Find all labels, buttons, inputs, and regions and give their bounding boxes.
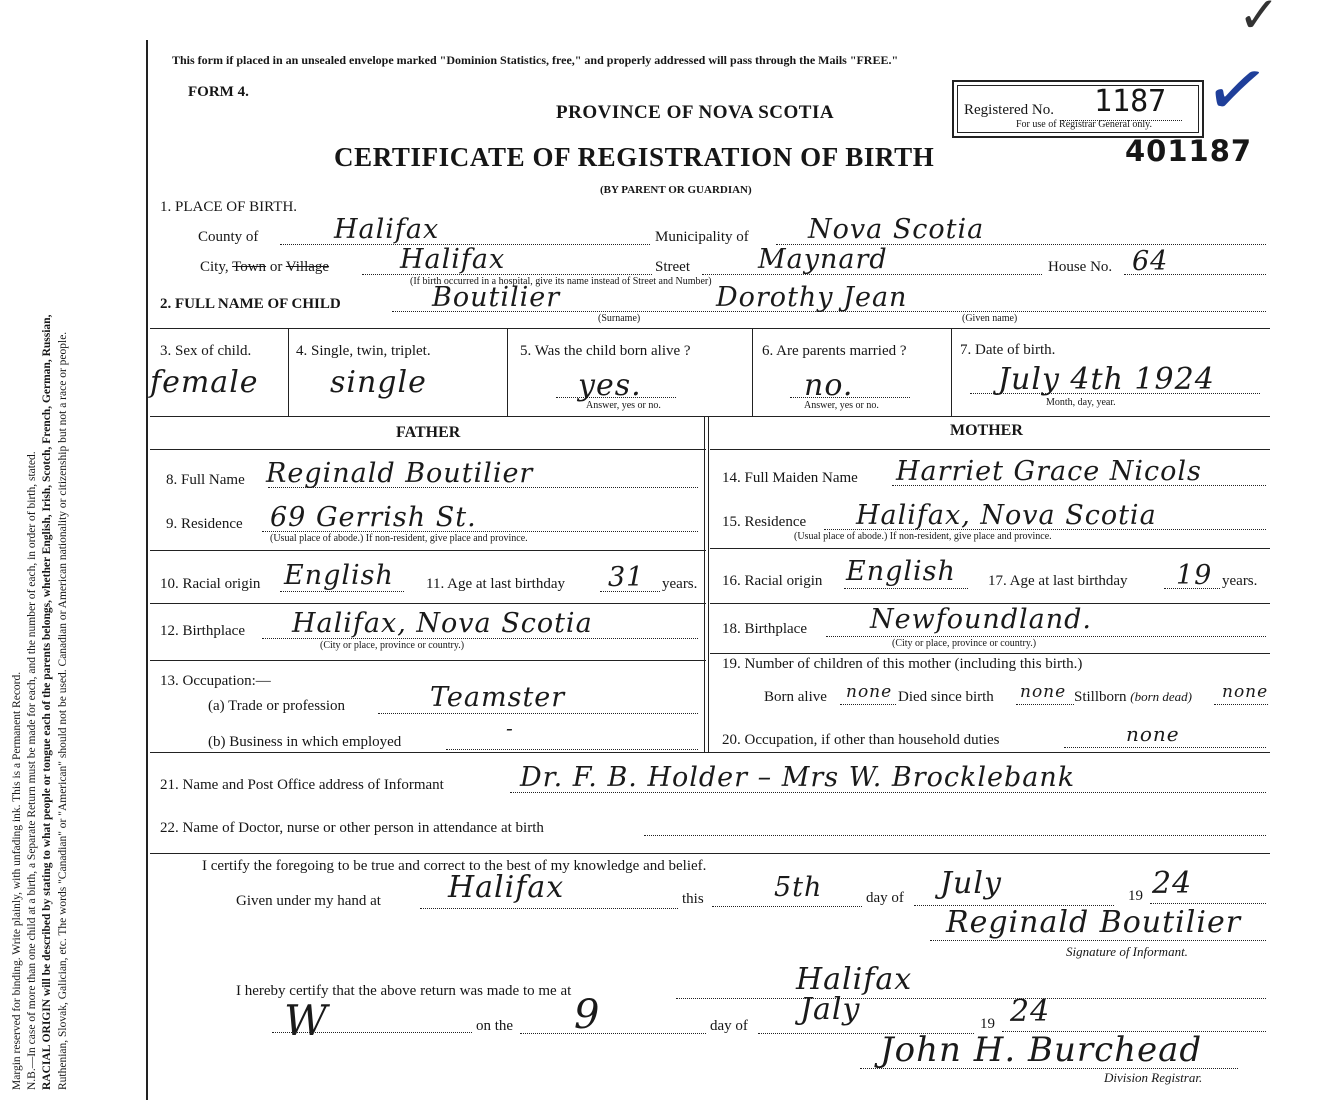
mother-birthplace-note: (City or place, province or country.) — [892, 638, 1037, 649]
day-of-label-2: day of — [710, 1018, 748, 1034]
sex-label: 3. Sex of child. — [160, 343, 252, 359]
given-under-label: Given under my hand at — [236, 893, 381, 909]
this-label: this — [682, 891, 704, 907]
given-at-value: Halifax — [448, 870, 565, 905]
father-occupation-label: 13. Occupation:— — [160, 673, 271, 689]
died-since-birth-label: Died since birth — [898, 689, 994, 705]
children-count-label: 19. Number of children of this mother (including this birth.) — [722, 656, 1083, 672]
doctor-label: 22. Name of Doctor, nurse or other person in attendance at birth — [160, 820, 544, 836]
street-label: Street — [655, 259, 690, 275]
father-birthplace-value: Halifax, Nova Scotia — [292, 608, 593, 639]
returned-at-value: Halifax — [796, 962, 913, 997]
child-name-label: 2. FULL NAME OF CHILD — [160, 296, 341, 312]
mother-residence-value: Halifax, Nova Scotia — [856, 500, 1157, 531]
born-alive-count-label: Born alive — [764, 689, 827, 705]
mother-abode-note: (Usual place of abode.) If non-resident, give place and province. — [794, 531, 1052, 542]
registered-box — [952, 80, 1204, 138]
parents-married-value: no. — [804, 368, 854, 403]
sex-value: female — [150, 365, 259, 400]
father-years-label: years. — [662, 576, 698, 592]
answer-caption: Answer, yes or no. — [804, 400, 879, 411]
mother-racial-value: English — [846, 556, 956, 587]
house-no-label: House No. — [1048, 259, 1113, 275]
stillborn-count-value: none — [1222, 682, 1269, 702]
mother-birthplace-value: Newfoundland. — [870, 604, 1093, 635]
mother-residence-label: 15. Residence — [722, 514, 807, 530]
mother-age-value: 19 — [1176, 560, 1213, 591]
child-surname-value: Boutilier — [432, 282, 561, 313]
place-of-birth-label: 1. PLACE OF BIRTH. — [160, 199, 298, 215]
father-trade-label: (a) Trade or profession — [208, 698, 346, 714]
registered-number: 1187 — [1094, 84, 1167, 119]
county-label: County of — [198, 229, 259, 245]
father-age-value: 31 — [608, 562, 645, 593]
answer-caption: Answer, yes or no. — [586, 400, 661, 411]
returned-year-value: 24 — [1010, 994, 1051, 1029]
margin-note: N.B.—In case of more than one child at a birth, a Separate Return must be made for each, and the number of each, in order of birth, stated. — [26, 451, 39, 1090]
parents-married-label: 6. Are parents married ? — [762, 343, 907, 359]
returned-day-prefix: W — [284, 996, 329, 1045]
municipality-value: Nova Scotia — [808, 214, 985, 245]
stillborn-label: Stillborn (born dead) — [1074, 689, 1193, 705]
mother-age-label: 17. Age at last birthday — [988, 573, 1128, 589]
mail-notice: This form if placed in an unsealed envelope marked "Dominion Statistics, free," and properly addressed will pass through the Mails "FREE." — [172, 53, 899, 67]
city-value: Halifax — [400, 244, 506, 275]
father-residence-value: 69 Gerrish St. — [270, 502, 477, 533]
margin-notes — [10, 30, 71, 1090]
municipality-label: Municipality of — [655, 229, 749, 245]
informant-label: 21. Name and Post Office address of Informant — [160, 777, 444, 793]
father-heading: FATHER — [396, 424, 461, 441]
father-birthplace-label: 12. Birthplace — [160, 623, 245, 639]
day-of-label: day of — [866, 890, 904, 906]
margin-border — [146, 40, 148, 1100]
surname-caption: (Surname) — [598, 313, 641, 324]
mother-heading: MOTHER — [950, 422, 1023, 439]
signature-of-informant-caption: Signature of Informant. — [1066, 944, 1188, 959]
street-value: Maynard — [758, 244, 888, 275]
certificate-subtitle: (BY PARENT OR GUARDIAN) — [600, 184, 752, 196]
father-business-label: (b) Business in which employed — [208, 734, 402, 750]
on-the-label: on the — [476, 1018, 514, 1034]
father-name-value: Reginald Boutilier — [266, 458, 534, 489]
province-heading: PROVINCE OF NOVA SCOTIA — [556, 102, 835, 123]
margin-note: Margin reserved for binding. Write plainly, with unfading ink. This is a Permanent Record. — [11, 671, 23, 1090]
county-value: Halifax — [334, 214, 440, 245]
year-prefix-label: 19 — [1128, 888, 1143, 904]
born-alive-count-value: none — [846, 682, 893, 702]
given-name-caption: (Given name) — [962, 313, 1018, 324]
father-residence-label: 9. Residence — [166, 516, 243, 532]
division-registrar-caption: Division Registrar. — [1104, 1070, 1203, 1085]
date-of-birth-value: July 4th 1924 — [998, 362, 1215, 397]
father-trade-value: Teamster — [430, 682, 566, 713]
registrar-note: For use of Registrar General only. — [1016, 119, 1152, 130]
mother-racial-label: 16. Racial origin — [722, 573, 823, 589]
father-racial-value: English — [284, 560, 394, 591]
father-business-value: - — [506, 716, 514, 740]
born-alive-label: 5. Was the child born alive ? — [520, 343, 691, 359]
registrar-signature: John H. Burchead — [880, 1030, 1203, 1070]
mother-maiden-name-value: Harriet Grace Nicols — [896, 456, 1202, 487]
father-birthplace-note: (City or place, province or country.) — [320, 640, 465, 651]
hereby-certify-label: I hereby certify that the above return was made to me at — [236, 983, 572, 999]
date-of-birth-label: 7. Date of birth. — [960, 342, 1056, 358]
father-name-label: 8. Full Name — [166, 472, 245, 488]
died-count-value: none — [1020, 682, 1067, 702]
margin-note: RACIAL ORIGIN will be described by stating to what people or tongue each of the parents belongs, whether English, Irish, Scotch, French, German, Russian, — [41, 314, 54, 1090]
plurality-value: single — [330, 365, 427, 400]
returned-day-value: 9 — [574, 992, 601, 1038]
father-abode-note: (Usual place of abode.) If non-resident, give place and province. — [270, 533, 528, 544]
father-racial-label: 10. Racial origin — [160, 576, 261, 592]
given-year-value: 24 — [1152, 866, 1193, 901]
mother-years-label: years. — [1222, 573, 1258, 589]
form-number: FORM 4. — [188, 84, 249, 100]
mother-birthplace-label: 18. Birthplace — [722, 621, 807, 637]
informant-signature: Reginald Boutilier — [946, 905, 1242, 940]
year-prefix-label-2: 19 — [980, 1016, 995, 1032]
returned-month-value: Jaly — [800, 992, 861, 1027]
certificate-title: CERTIFICATE OF REGISTRATION OF BIRTH — [334, 142, 935, 172]
plurality-label: 4. Single, twin, triplet. — [296, 343, 431, 359]
pencil-check-icon: ✓ — [1238, 0, 1280, 44]
given-month-value: July — [940, 866, 1002, 901]
mother-maiden-name-label: 14. Full Maiden Name — [722, 470, 858, 486]
certify-statement: I certify the foregoing to be true and correct to the best of my knowledge and belief. — [202, 858, 707, 874]
registered-label: Registered No. — [964, 102, 1054, 118]
check-mark-icon: ✓ — [1197, 40, 1276, 139]
month-day-year-caption: Month, day, year. — [1046, 397, 1116, 408]
child-given-name-value: Dorothy Jean — [716, 282, 908, 313]
mother-occupation-label: 20. Occupation, if other than household duties — [722, 732, 1000, 748]
born-alive-value: yes. — [578, 368, 642, 403]
hospital-note: (If birth occurred in a hospital, give its name instead of Street and Number) — [410, 276, 712, 287]
father-age-label: 11. Age at last birthday — [426, 576, 565, 592]
mother-occupation-value: none — [1126, 722, 1180, 746]
city-town-village-label: City, Town or Village — [200, 259, 330, 275]
house-no-value: 64 — [1132, 246, 1169, 277]
given-day-value: 5th — [774, 872, 823, 903]
margin-note: Ruthenian, Slovak, Galician, etc. The words "Canadian" or "American" should not be used. Canadian or American nationality or citizenship but not a race or people. — [56, 331, 69, 1090]
stamp-number: 401187 — [1125, 134, 1253, 168]
informant-value: Dr. F. B. Holder – Mrs W. Brocklebank — [520, 762, 1076, 793]
